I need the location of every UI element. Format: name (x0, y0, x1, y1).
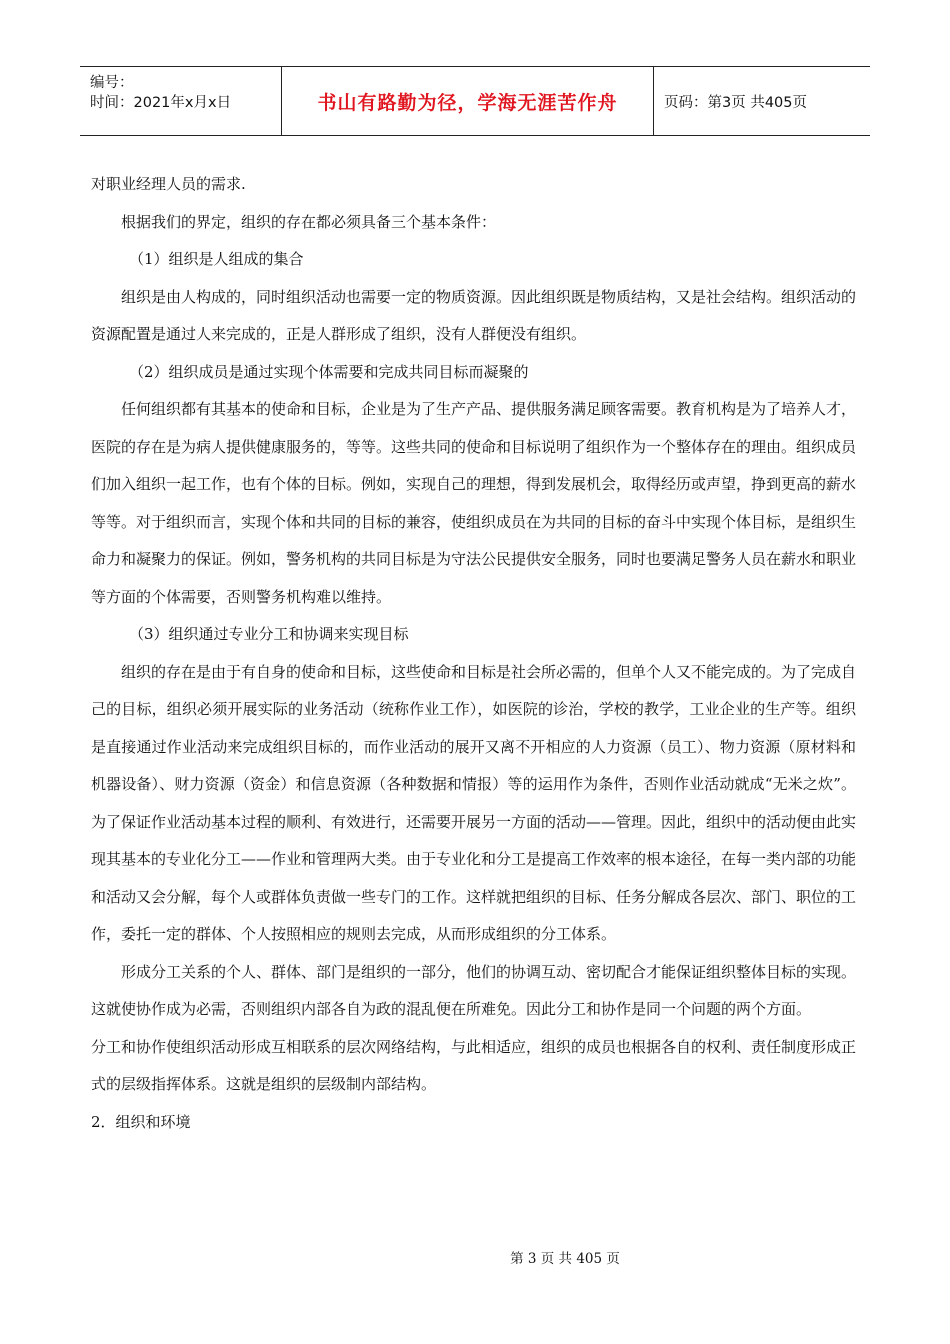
section-heading: 2．组织和环境 (91, 1112, 191, 1131)
paragraph: 分工和协作使组织活动形成互相联系的层次网络结构，与此相适应，组织的成员也根据各自的权利、责任制度形成正式的层级指挥体系。这就是组织的层级制内部结构。 (91, 1037, 857, 1093)
header-motto: 书山有路勤为径，学海无涯苦作舟 (282, 67, 654, 135)
paragraph: 组织的存在是由于有自身的使命和目标，这些使命和目标是社会所必需的，但单个人又不能完成的。为了完成自己的目标，组织必须开展实际的业务活动（统称作业工作），如医院的诊治，学校的教学，工业企业的生产等。组织是直接通过作业活动来完成组织目标的，而作业活动的展开又离不开相应的人力资源（员工）、物力资源（原材料和机器设备）、财力资源（资金）和信息资源（各种数据和情报）等的运用作为条件，否则作业活动就成“无米之炊”。为了保证作业活动基本过程的顺利、有效进行，还需要开展另一方面的活动——管理。因此，组织中的活动便由此实现其基本的专业化分工——作业和管理两大类。由于专业化和分工是提高工作效率的根本途径，在每一类内部的功能和活动又会分解，每个人或群体负责做一些专门的工作。这样就把组织的目标、任务分解成各层次、部门、职位的工作，委托一定的群体、个人按照相应的规则去完成，从而形成组织的分工体系。 (91, 662, 857, 943)
page-header (80, 66, 870, 136)
paragraph: 对职业经理人员的需求. (91, 175, 246, 193)
document-body (91, 166, 856, 1141)
paragraph: 形成分工关系的个人、群体、部门是组织的一部分，他们的协调互动、密切配合才能保证组织整体目标的实现。这就使协作成为必需，否则组织内部各自为政的混乱便在所难免。因此分工和协作是同一个问题的两个方面。 (91, 962, 857, 1018)
section-heading: （2）组织成员是通过实现个体需要和完成共同目标而凝聚的 (129, 362, 529, 381)
section-heading: （1）组织是人组成的集合 (129, 250, 304, 268)
number-label: 编号： (90, 75, 134, 91)
date-label: 时间：2021年x月x日 (90, 95, 232, 111)
paragraph: 任何组织都有其基本的使命和目标，企业是为了生产产品、提供服务满足顾客需要。教育机构是为了培养人才，医院的存在是为病人提供健康服务的，等等。这些共同的使命和目标说明了组织作为一个整体存在的理由。组织成员们加入组织一起工作，也有个体的目标。例如，实现自己的理想，得到发展机会，取得经历或声望，挣到更高的薪水等等。对于组织而言，实现个体和共同的目标的兼容，使组织成员在为共同的目标的奋斗中实现个体目标，是组织生命力和凝聚力的保证。例如，警务机构的共同目标是为守法公民提供安全服务，同时也要满足警务人员在薪水和职业等方面的个体需要，否则警务机构难以维持。 (91, 400, 857, 606)
paragraph: 根据我们的界定，组织的存在都必须具备三个基本条件： (121, 212, 497, 231)
header-meta (80, 67, 282, 135)
header-page-info: 页码：第3页 共405页 (664, 94, 808, 111)
paragraph: 组织是由人构成的，同时组织活动也需要一定的物质资源。因此组织既是物质结构，又是社会结构。组织活动的资源配置是通过人来完成的，正是人群形成了组织，没有人群便没有组织。 (91, 287, 857, 343)
section-heading: （3）组织通过专业分工和协调来实现目标 (129, 625, 409, 643)
page-footer: 第 3 页 共 405 页 (510, 1251, 620, 1267)
